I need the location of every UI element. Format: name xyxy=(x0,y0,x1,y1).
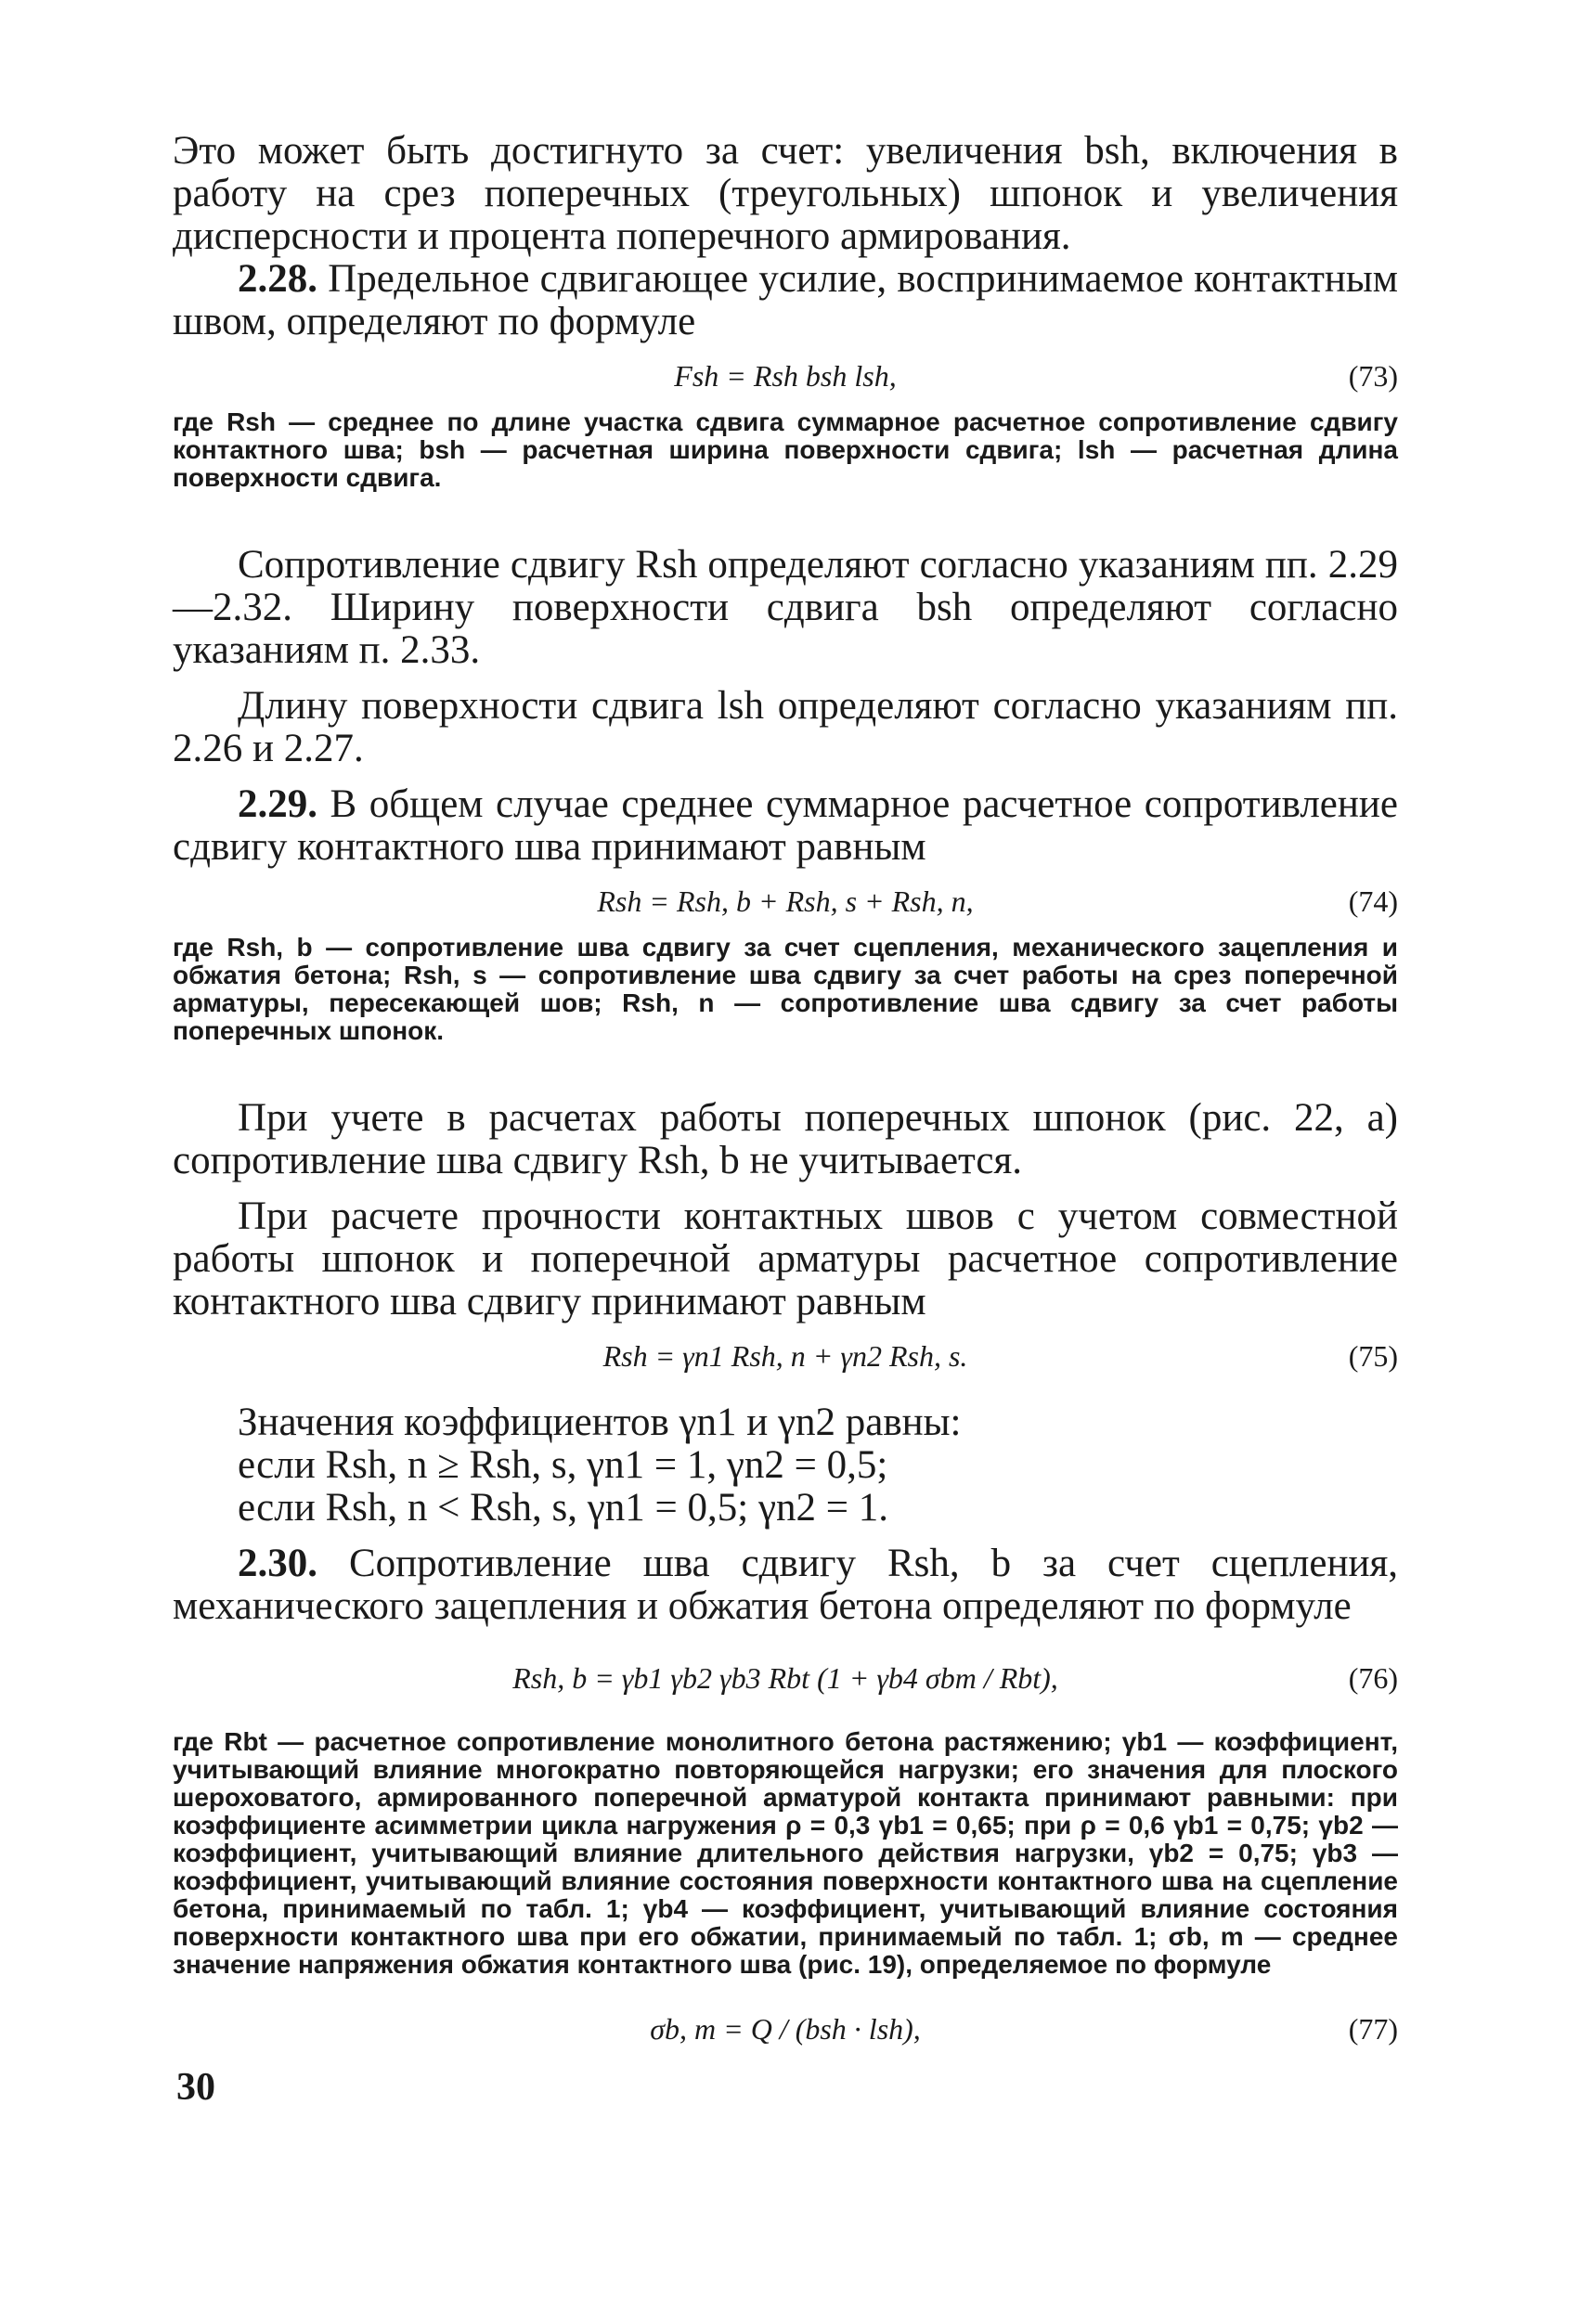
where-note-74: где Rsh, b — сопротивление шва сдвигу за счет сцепления, механического зацепления и обжатия бетона; Rsh, s — сопротивление шва сдвигу за счет работы на срез поперечной арматуры, пересекающей шов; Rsh, n — сопротивление шва сдвигу за счет работы поперечных шпонок. xyxy=(173,933,1398,1045)
paragraph-6: При учете в расчетах работы поперечных шпонок (рис. 22, а) сопротивление шва сдвигу Rsh, b не учитывается. xyxy=(173,1096,1398,1182)
formula-74 xyxy=(173,876,1398,926)
clause-number: 2.30. xyxy=(238,1542,317,1585)
equation-number: (77) xyxy=(1348,2012,1398,2046)
where-note-73: где Rsh — среднее по длине участка сдвига суммарное расчетное сопротивление сдвигу контактного шва; bsh — расчетная ширина поверхности сдвига; lsh — расчетная длина поверхности сдвига. xyxy=(173,407,1398,492)
formula-text: Rsh = γn1 Rsh, n + γn2 Rsh, s. xyxy=(602,1339,968,1373)
paragraph-3: Сопротивление сдвигу Rsh определяют согласно указаниям пп. 2.29—2.32. Ширину поверхности сдвига bsh определяют согласно указаниям п. 2.33. xyxy=(173,543,1398,672)
formula-text: Fsh = Rsh bsh lsh, xyxy=(674,359,897,393)
clause-number: 2.28. xyxy=(238,257,317,301)
clause-text: Предельное сдвигающее усилие, воспринимаемое контактным швом, определяют по формуле xyxy=(173,257,1398,343)
page-number: 30 xyxy=(176,2066,215,2109)
equation-number: (75) xyxy=(1348,1339,1398,1373)
paragraph-7: При расчете прочности контактных швов с учетом совместной работы шпонок и поперечной арматуры расчетное сопротивление контактного шва сдвигу принимают равным xyxy=(173,1194,1398,1323)
formula-text: Rsh = Rsh, b + Rsh, s + Rsh, n, xyxy=(597,884,974,918)
page-body xyxy=(173,130,1398,2079)
clause-text: В общем случае среднее суммарное расчетное сопротивление сдвигу контактного шва принимают равным xyxy=(173,782,1398,869)
formula-text: Rsh, b = γb1 γb2 γb3 Rbt (1 + γb4 σbm / Rbt), xyxy=(512,1661,1058,1695)
paragraph-8: Значения коэффициентов γn1 и γn2 равны: xyxy=(238,1401,962,1444)
paragraph-4: Длину поверхности сдвига lsh определяют согласно указаниям пп. 2.26 и 2.27. xyxy=(173,684,1398,770)
paragraph-1: Это может быть достигнуто за счет: увеличения bsh, включения в работу на срез поперечных (треугольных) шпонок и увеличения дисперсности и процента поперечного армирования. xyxy=(173,129,1398,258)
formula-73 xyxy=(173,351,1398,401)
equation-number: (73) xyxy=(1348,359,1398,393)
formula-text: σb, m = Q / (bsh · lsh), xyxy=(650,2012,921,2046)
formula-75 xyxy=(173,1331,1398,1381)
equation-number: (76) xyxy=(1348,1661,1398,1695)
formula-77 xyxy=(173,1986,1398,2072)
condition-2: если Rsh, n < Rsh, s, γn1 = 0,5; γn2 = 1. xyxy=(238,1486,888,1530)
formula-76 xyxy=(173,1635,1398,1721)
equation-number: (74) xyxy=(1348,884,1398,918)
condition-1: если Rsh, n ≥ Rsh, s, γn1 = 1, γn2 = 0,5; xyxy=(238,1443,888,1487)
paragraph-2-29 xyxy=(173,783,1398,869)
paragraph-2-30 xyxy=(173,1543,1398,1628)
clause-number: 2.29. xyxy=(238,782,317,826)
clause-text: Сопротивление шва сдвигу Rsh, b за счет сцепления, механического зацепления и обжатия бетона определяют по формуле xyxy=(173,1542,1398,1628)
where-note-76: где Rbt — расчетное сопротивление монолитного бетона растяжению; γb1 — коэффициент, учитывающий влияние многократно повторяющейся нагрузки; его значения для плоского шероховатого, армированного поперечной арматурой контакта принимают равными: при коэффициенте асимметрии цикла нагружения ρ = 0,3 γb1 = 0,65; при ρ = 0,6 γb1 = 0,75; γb2 — коэффициент, учитывающий влияние длительного действия нагрузки, γb2 = 0,75; γb3 — коэффициент, учитывающий влияние состояния поверхности контактного шва на сцепление бетона, принимаемый по табл. 1; γb4 — коэффициент, учитывающий влияние состояния поверхности контактного шва при его обжатии, принимаемый по табл. 1; σb, m — среднее значение напряжения обжатия контактного шва (рис. 19), определяемое по формуле xyxy=(173,1727,1398,1979)
paragraph-2-28 xyxy=(173,258,1398,343)
